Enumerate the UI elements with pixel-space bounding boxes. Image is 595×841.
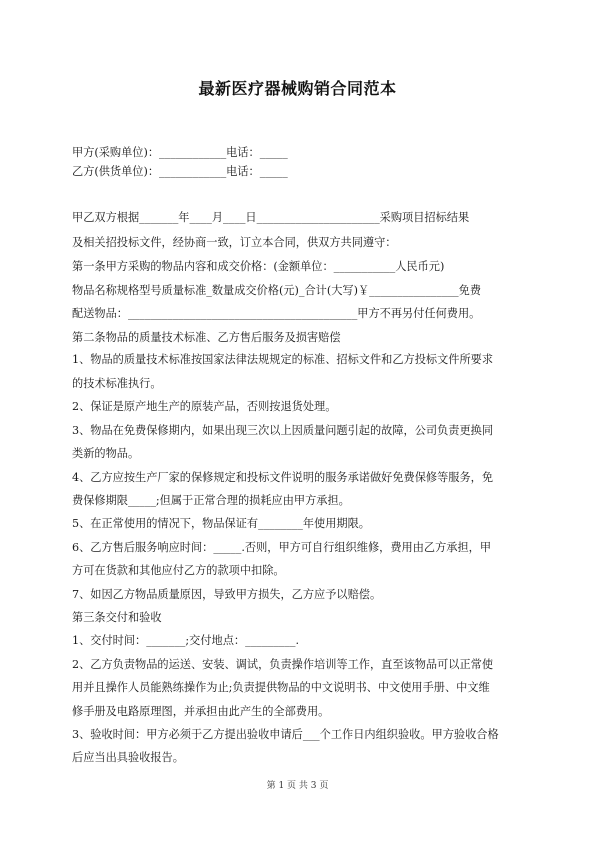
body-line: 5、在正常使用的情况下，物品保证有________年使用期限。 — [72, 517, 370, 530]
body-line: 2、保证是原产地生产的原装产品，否则按退货处理。 — [72, 400, 337, 413]
body-line: 6、乙方售后服务响应时间：_____.否则，甲方可自行组织维修，费用由乙方承担，甲 — [72, 541, 492, 554]
body-line: 3、验收时间：甲方必须于乙方提出验收申请后___个工作日内组织验收。甲方验收合格 — [72, 728, 499, 741]
body-line: 甲乙双方根据_______年____月____日______________________采购项目招标结果 — [72, 211, 470, 224]
body-line: 方可在货款和其他应付乙方的款项中扣除。 — [72, 564, 285, 577]
document-title: 最新医疗器械购销合同范本 — [198, 79, 397, 98]
section-heading-3: 第三条交付和验收 — [72, 611, 162, 624]
body-line: 7、如因乙方物品质量原因，导致甲方损失，乙方应予以赔偿。 — [72, 588, 382, 601]
party-b-line: 乙方(供货单位)：____________电话：_____ — [72, 165, 288, 178]
body-line: 及相关招投标文件，经协商一致，订立本合同，供双方共同遵守： — [72, 236, 397, 249]
body-line: 1、交付时间：_______;交付地点：_________. — [72, 634, 300, 647]
body-line: 3、物品在免费保修期内，如果出现三次以上因质量问题引起的故障，公司负责更换同 — [72, 424, 494, 437]
body-line: 物品名称规格型号质量标准_数量成交价格(元)_合计(大写)￥________________免费 — [72, 284, 482, 297]
body-line: 类新的物品。 — [72, 447, 140, 460]
body-line: 用并且操作人员能熟练操作为止;负责提供物品的中文说明书、中文使用手册、中文维 — [72, 681, 490, 694]
body-line: 配送物品：_________________________________________甲方不再另付任何费用。 — [72, 307, 481, 320]
section-heading-1: 第一条甲方采购的物品内容和成交价格：(金额单位：___________人民币元) — [72, 260, 445, 273]
body-line: 后应当出具验收报告。 — [72, 751, 184, 764]
body-line: 费保修期限_____;但属于正常合理的损耗应由甲方承担。 — [72, 494, 350, 507]
body-line: 的技术标准执行。 — [72, 377, 162, 390]
section-heading-2: 第二条物品的质量技术标准、乙方售后服务及损害赔偿 — [72, 331, 341, 344]
body-line: 修手册及电路原理图，并承担由此产生的全部费用。 — [72, 705, 330, 718]
body-line: 1、物品的质量技术标准按国家法律法规规定的标准、招标文件和乙方投标文件所要求 — [72, 353, 494, 366]
page-number-footer: 第 1 页 共 3 页 — [266, 781, 329, 791]
body-line: 2、乙方负责物品的运送、安装、调试，负责操作培训等工作，直至该物品可以正常使 — [72, 658, 494, 671]
body-line: 4、乙方应按生产厂家的保修规定和投标文件说明的服务承诺做好免费保修等服务，免 — [72, 471, 494, 484]
party-a-line: 甲方(采购单位)：____________电话：_____ — [72, 146, 288, 159]
